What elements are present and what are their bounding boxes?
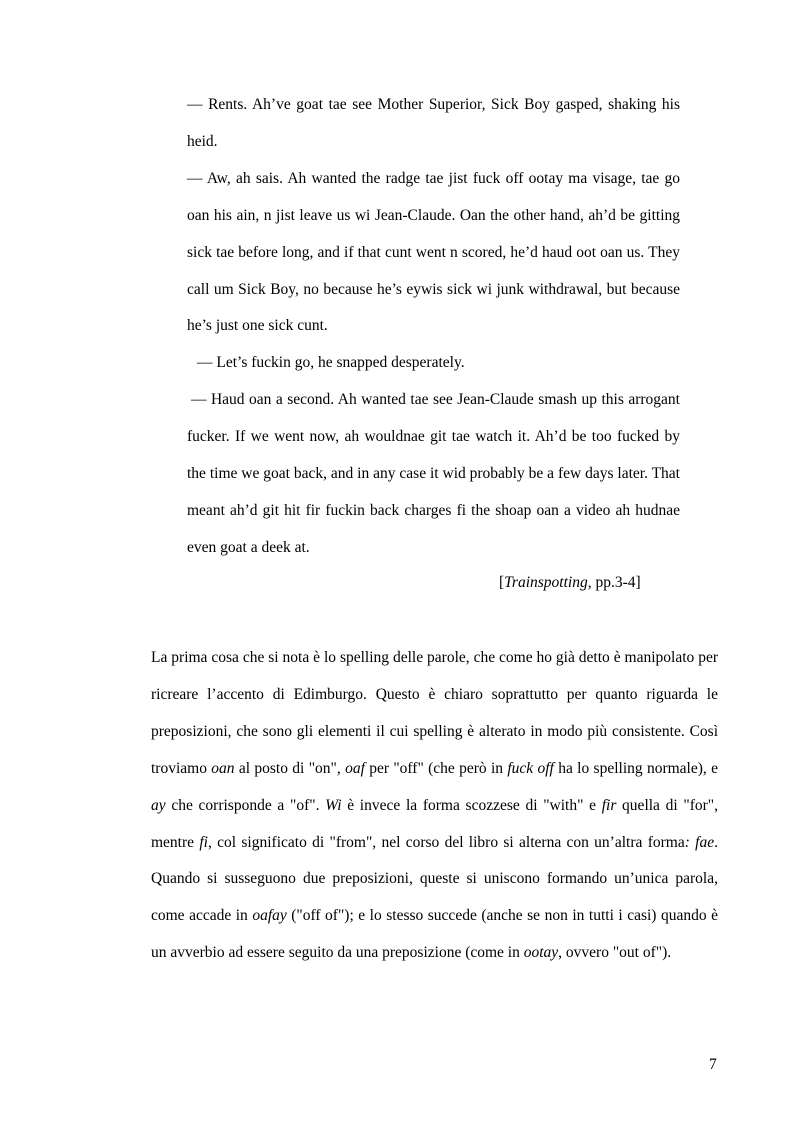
body-text-segment: , ovvero "out of"). <box>558 944 672 962</box>
example-word: fuck off <box>507 759 554 777</box>
example-word: fi <box>199 833 208 851</box>
quotation-block <box>187 87 680 567</box>
body-text-segment: al posto di "on", <box>234 759 346 777</box>
quote-paragraph-3: — Let’s fuckin go, he snapped desperately. <box>197 354 465 372</box>
body-text-segment: . Quando si susseguono due preposizioni, queste si uniscono formando un’unica parola, come accade in <box>151 833 718 925</box>
body-text-segment: quella di "for", mentre <box>151 796 718 851</box>
example-word: Wi <box>325 796 342 814</box>
quote-paragraph-1: — Rents. Ah’ve goat tae see Mother Superior, Sick Boy gasped, shaking his heid. <box>187 96 680 150</box>
example-word: fir <box>601 796 617 814</box>
example-word: ootay <box>523 944 559 962</box>
example-word: oaf <box>345 759 365 777</box>
citation-pages: , pp.3-4] <box>587 574 641 591</box>
body-text-segment: La prima cosa che si nota è lo spelling delle parole, che come ho già detto è manipolato per ricreare l’accento di Edimburgo. Questo è chiaro soprattutto per quanto riguarda le preposizioni, che sono gli elementi il cui spelling è alterato in modo più consistente. Così troviamo <box>151 649 718 777</box>
body-text-segment: che corrisponde a "of". <box>165 796 326 814</box>
body-text-segment: ha lo spelling normale), e <box>553 759 718 777</box>
body-paragraph <box>151 640 718 972</box>
example-word: oan <box>211 759 235 777</box>
example-word: oafay <box>252 907 287 925</box>
citation-open-bracket: [ <box>499 574 505 591</box>
body-text-segment: per "off" (che però in <box>364 759 508 777</box>
quote-paragraph-2: — Aw, ah sais. Ah wanted the radge tae jist fuck off ootay ma visage, tae go oan his ain, n jist leave us wi Jean-Claude. Oan the other hand, ah’d be gitting sick tae before long, and if that cunt went n scored, he’d haud oot oan us. They call um Sick Boy, no because he’s eywis sick wi junk withdrawal, but because he’s just one sick cunt. <box>187 169 680 335</box>
example-word: ay <box>151 796 166 814</box>
quote-citation <box>499 565 641 602</box>
body-text-segment: , col significato di "from", nel corso del libro si alterna con un’altra forma <box>207 833 685 851</box>
citation-title: Trainspotting <box>504 574 588 591</box>
body-text-segment: ("off of"); e lo stesso succede (anche se non in tutti i casi) quando è un avverbio ad essere seguito da una preposizione (come in <box>151 907 718 962</box>
example-word: : fae <box>684 833 715 851</box>
page-number: 7 <box>709 1056 717 1073</box>
body-text-segment: è invece la forma scozzese di "with" e <box>341 796 602 814</box>
quote-paragraph-4: — Haud oan a second. Ah wanted tae see Jean-Claude smash up this arrogant fucker. If we went now, ah wouldnae git tae watch it. Ah’d be too fucked by the time we goat back, and in any case it wid probably be a few days later. That meant ah’d git hit fir fuckin back charges fi the shoap oan a video ah hudnae even goat a deek at. <box>187 391 680 556</box>
